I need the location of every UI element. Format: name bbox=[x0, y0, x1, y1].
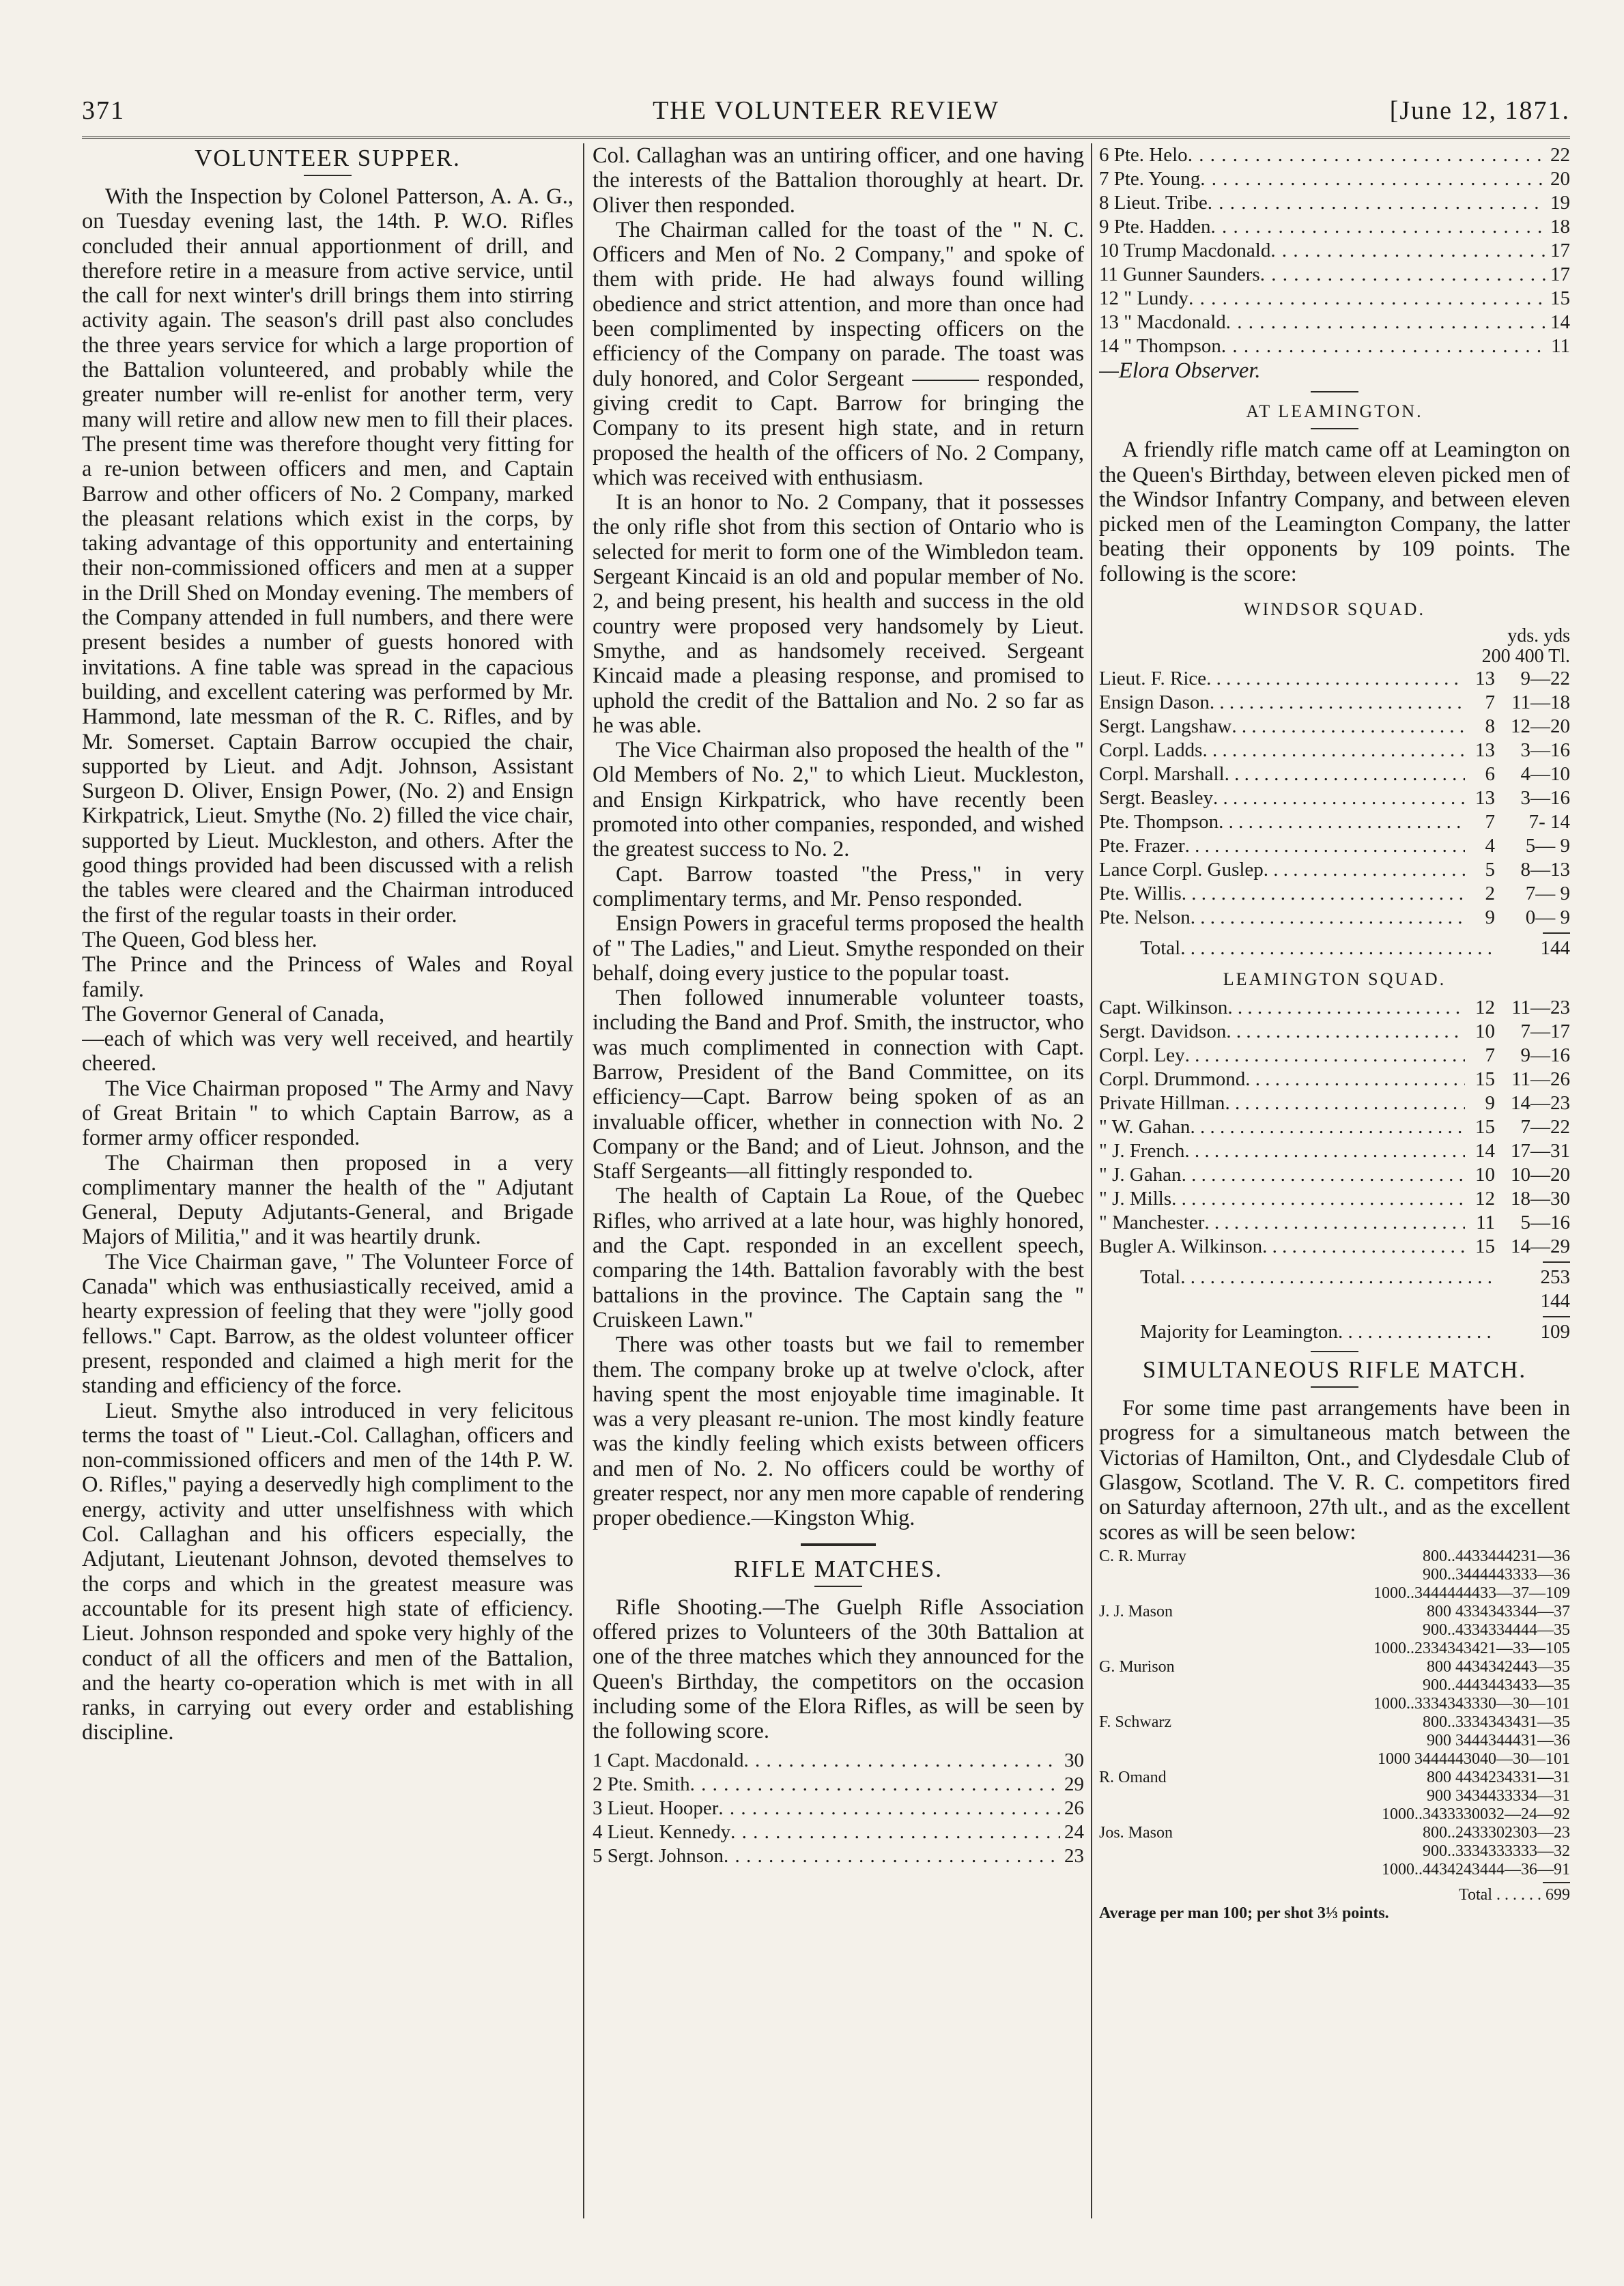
score-row: 2 Pte. Smith . . . 29 bbox=[593, 1773, 1084, 1797]
score-line: 800..3334343431—35 bbox=[1423, 1713, 1570, 1731]
heading-divider bbox=[814, 1586, 862, 1587]
toast-line: The Prince and the Princess of Wales and Royal family. bbox=[82, 952, 573, 1002]
competitor-name: J. J. Mason bbox=[1099, 1602, 1173, 1620]
competitor-name: R. Omand bbox=[1099, 1768, 1167, 1786]
paragraph: The health of Captain La Roue, of the Quebec Rifles, who arrived at a late hour, was highly honored, and the Capt. responded in an excellent speech, comparing the 14th. Battalion favorably with the best battalions in the province. The Captain sang the " Cruiskeen Lawn." bbox=[593, 1184, 1084, 1332]
heading-divider bbox=[1311, 428, 1358, 429]
score-list-continued bbox=[1099, 143, 1570, 358]
table-row: Sergt. Davidson . . . 10 7—17 bbox=[1099, 1020, 1570, 1044]
score-line: 1000..4434243444—36—91 bbox=[1382, 1860, 1570, 1878]
score-line: 800..4433444231—36 bbox=[1423, 1547, 1570, 1565]
total-rule bbox=[1543, 1261, 1570, 1263]
article-divider bbox=[1311, 1351, 1358, 1352]
total-rule bbox=[1543, 932, 1570, 934]
column-rule bbox=[1091, 143, 1092, 2218]
score-line: 900..4443443433—35 bbox=[1423, 1676, 1570, 1694]
heading-divider bbox=[304, 175, 352, 176]
score-row: 6 Pte. Helo . . . 22 bbox=[1099, 143, 1570, 167]
table-row: " J. Mills . . . 12 18—30 bbox=[1099, 1187, 1570, 1211]
score-list bbox=[593, 1749, 1084, 1868]
table-row: Sergt. Beasley . . . 13 3—16 bbox=[1099, 786, 1570, 810]
average-line: Average per man 100; per shot 3⅓ points. bbox=[1099, 1904, 1389, 1922]
score-row: 12 " Lundy . . . 15 bbox=[1099, 287, 1570, 311]
article-heading-supper: VOLUNTEER SUPPER. bbox=[195, 145, 461, 171]
score-line: 1000..3433330032—24—92 bbox=[1382, 1805, 1570, 1823]
score-row: 14 " Thompson . . . 11 bbox=[1099, 334, 1570, 358]
column-2 bbox=[593, 143, 1084, 2218]
score-line: 800 4334343344—37 bbox=[1427, 1602, 1570, 1620]
paragraph: The Chairman called for the toast of the " N. C. Officers and Men of No. 2 Company," and spoke of them with pride. He had always found willing obedience and strict attention, and more than once had been complimented by inspecting officers on the efficiency of the Company on parade. The toast was duly honored, and Color Sergeant ——— responded, giving credit to Capt. Barrow for bringing the Company to its present high state, and in return proposed the health of the officers of No. 2 Company, which was received with enthusiasm. bbox=[593, 217, 1084, 490]
score-row: 13 " Macdonald . . . 14 bbox=[1099, 311, 1570, 334]
score-line: 800 4434342443—35 bbox=[1427, 1657, 1570, 1676]
competitor-block bbox=[1099, 1547, 1570, 1603]
total-rule bbox=[1543, 1316, 1570, 1317]
leamington-total-row: Total . . . 253 bbox=[1099, 1266, 1570, 1289]
table-row: " W. Gahan . . . 15 7—22 bbox=[1099, 1115, 1570, 1139]
table-row: Lieut. F. Rice . . . 13 9—22 bbox=[1099, 667, 1570, 691]
paragraph: For some time past arrangements have been in progress for a simultaneous match between the Victorias of Hamilton, Ont., and Clydesdale Club of Glasgow, Scotland. The V. R. C. competitors fired on Saturday afternoon, 27th ult., and as the excellent scores as will be seen below: bbox=[1099, 1396, 1570, 1545]
leamington-score-table bbox=[1099, 996, 1570, 1259]
page-header bbox=[82, 96, 1570, 139]
score-line: 900 3444344431—36 bbox=[1427, 1731, 1570, 1749]
paragraph: Ensign Powers in graceful terms proposed the health of " The Ladies," and Lieut. Smythe responded on their behalf, doing every justice to the popular toast. bbox=[593, 911, 1084, 986]
article-heading-simultaneous: SIMULTANEOUS RIFLE MATCH. bbox=[1142, 1356, 1527, 1384]
subtract-row: 144 bbox=[1540, 1290, 1570, 1313]
score-row: 10 Trump Macdonald . . . 17 bbox=[1099, 239, 1570, 263]
windsor-score-table bbox=[1099, 667, 1570, 930]
table-row: Capt. Wilkinson . . . 12 11—23 bbox=[1099, 996, 1570, 1020]
table-row: Corpl. Ladds . . . 13 3—16 bbox=[1099, 739, 1570, 762]
column-3 bbox=[1099, 143, 1570, 2218]
table-row: Pte. Thompson . . . 7 7- 14 bbox=[1099, 810, 1570, 834]
competitor-block bbox=[1099, 1713, 1570, 1769]
score-line: 1000 3444443040—30—101 bbox=[1378, 1749, 1570, 1768]
table-row: Pte. Nelson . . . 9 0— 9 bbox=[1099, 906, 1570, 930]
table-row: Corpl. Marshall . . . 6 4—10 bbox=[1099, 762, 1570, 786]
table-row: " J. Gahan . . . 10 10—20 bbox=[1099, 1163, 1570, 1187]
column-1 bbox=[82, 143, 573, 2218]
paragraph: There was other toasts but we fail to remember them. The company broke up at twelve o'clock, after having spent the most enjoyable time imaginable. It was a very pleasant re-union. The most kindly feature was the kindly feeling which exists between officers and men of No. 2. No officers could be worthy of greater respect, nor any men more capable of rendering proper obedience.—Kingston Whig. bbox=[593, 1332, 1084, 1531]
competitor-block bbox=[1099, 1603, 1570, 1658]
score-line: 900..3334333333—32 bbox=[1423, 1842, 1570, 1860]
competitor-block bbox=[1099, 1769, 1570, 1824]
score-line: 800..2433302303—23 bbox=[1423, 1823, 1570, 1842]
article-divider bbox=[801, 1543, 876, 1546]
paragraph: Rifle Shooting.—The Guelph Rifle Association offered prizes to Volunteers of the 30th Battalion at one of the three matches which they announced for the Queen's Birthday, the competitors on the occasion including some of the Elora Rifles, as will be seen by the following score. bbox=[593, 1595, 1084, 1744]
score-line: 800 4434234331—31 bbox=[1427, 1768, 1570, 1786]
score-line: 900..4334334444—35 bbox=[1423, 1620, 1570, 1639]
windsor-total-row: Total . . . 144 bbox=[1099, 937, 1570, 960]
competitor-name: Jos. Mason bbox=[1099, 1823, 1173, 1842]
score-line: 1000..3334343330—30—101 bbox=[1373, 1694, 1570, 1713]
table-row: Pte. Frazer . . . 4 5— 9 bbox=[1099, 834, 1570, 858]
table-row: Corpl. Drummond . . . 15 11—26 bbox=[1099, 1068, 1570, 1091]
table-row: Bugler A. Wilkinson . . . 15 14—29 bbox=[1099, 1235, 1570, 1259]
score-row: 9 Pte. Hadden . . . 18 bbox=[1099, 215, 1570, 239]
article-heading-rifle-matches: RIFLE MATCHES. bbox=[733, 1555, 943, 1582]
paragraph: Lieut. Smythe also introduced in very felicitous terms the toast of " Lieut.-Col. Callaghan, officers and non-commissioned officers and men of the 14th P. W. O. Rifles," paying a deservedly high compliment to the energy, activity and utter unselfishness with which Col. Callaghan and his officers especially, the Adjutant, Lieutenant Johnson, devoted themselves to the corps and which in the greatest measure was accountable for its present high state of efficiency. Lieut. Johnson responded and spoke very highly of the conduct of all the officers and men of the Battalion, and the hearty co-operation which is met with in all ranks, in carrying out every order and establishing discipline. bbox=[82, 1398, 573, 1745]
paragraph: The Vice Chairman also proposed the health of the " Old Members of No. 2," to which Lieut. Muckleston, and Ensign Kirkpatrick, who have recently been promoted into other companies, responded, and wished the greatest success to No. 2. bbox=[593, 738, 1084, 862]
paragraph: The Vice Chairman proposed " The Army and Navy of Great Britain " to which Captain Barrow, as a former army officer responded. bbox=[82, 1076, 573, 1151]
page-number: 371 bbox=[82, 96, 125, 125]
paragraph: —each of which was very well received, and heartily cheered. bbox=[82, 1027, 573, 1076]
score-row: 1 Capt. Macdonald . . . 30 bbox=[593, 1749, 1084, 1773]
paragraph: The Chairman then proposed in a very complimentary manner the health of the " Adjutant General, Deputy Adjutants-General, and Brigade Majors of Militia," and it was heartily drunk. bbox=[82, 1150, 573, 1250]
publication-title: THE VOLUNTEER REVIEW bbox=[653, 96, 999, 125]
majority-row: Majority for Leamington . . . 109 bbox=[1099, 1320, 1570, 1344]
article-divider bbox=[1311, 391, 1358, 392]
table-row: Corpl. Ley . . . 7 9—16 bbox=[1099, 1044, 1570, 1068]
table-row: Pte. Willis . . . 2 7— 9 bbox=[1099, 882, 1570, 906]
paragraph: Then followed innumerable volunteer toasts, including the Band and Prof. Smith, the instructor, who was much complimented in connection with Capt. Barrow, President of the Band Committee, on its efficiency—Capt. Barrow being spoken of as an invaluable officer, whether in connection with No. 2 Company or the Band; and of Lieut. Johnson, and the Staff Sergeants—all fittingly responded to. bbox=[593, 986, 1084, 1184]
score-row: 3 Lieut. Hooper . . . 26 bbox=[593, 1797, 1084, 1820]
score-line: 900..3444443333—36 bbox=[1423, 1565, 1570, 1584]
total-rule bbox=[1543, 1882, 1570, 1883]
competitor-name: F. Schwarz bbox=[1099, 1713, 1172, 1731]
toast-line: The Governor General of Canada, bbox=[82, 1001, 385, 1027]
paragraph: A friendly rifle match came off at Leamington on the Queen's Birthday, between eleven picked men of the Windsor Infantry Company, and between eleven picked men of the Leamington Company, the latter beating their opponents by 109 points. The following is the score: bbox=[1099, 438, 1570, 586]
paragraph: Col. Callaghan was an untiring officer, and one having the interests of the Battalion thoroughly at heart. Dr. Oliver then responded. bbox=[593, 143, 1084, 218]
toast-line: The Queen, God bless her. bbox=[82, 927, 317, 952]
score-row: 7 Pte. Young . . . 20 bbox=[1099, 167, 1570, 191]
competitor-name: G. Murison bbox=[1099, 1657, 1175, 1676]
paragraph: It is an honor to No. 2 Company, that it possesses the only rifle shot from this section of Ontario who is selected for merit to form one of the Wimbledon team. Sergeant Kincaid is an old and popular member of No. 2, and being present, his health and success in the old country were proposed very handsomely by Lieut. Smythe, and as handsomely received. Sergeant Kincaid made a pleasing response, and promised to uphold the credit of the Battalion and No. 2 so far as he was able. bbox=[593, 490, 1084, 738]
table-row: Lance Corpl. Guslep . . . 5 8—13 bbox=[1099, 858, 1570, 882]
paragraph: With the Inspection by Colonel Patterson, A. A. G., on Tuesday evening last, the 14th. P. W.O. Rifles concluded their annual apportionment of drill, and therefore retire in a measure from active service, until the call for next winter's drill brings them into stirring activity again. The season's drill past also concludes the three years service for which a large proportion of the Battalion volunteered, and probably while the greater number will re-enlist for another term, very many will retire and allow new men to fill their places. The present time was therefore thought very fitting for a re-union between officers and men, and Captain Barrow and other officers of No. 2 Company, marked the pleasant relations which exist in the corps, by taking advantage of this opportunity and entertaining their non-commissioned officers and men at a supper in the Drill Shed on Monday evening. The members of the Company attended in full numbers, and there were present besides a number of guests honored with invitations. A fine table was spread in the capacious building, and excellent catering was performed by Mr. Hammond, late messman of the R. C. Rifles, and by Mr. Somerset. Captain Barrow occupied the chair, supported by Lieut. and Adjt. Johnson, Assistant Surgeon D. Oliver, Ensign Power, (No. 2) and Ensign Kirkpatrick, Lieut. Smythe (No. 2) filled the vice chair, supported by Lieut. Muckleston, and others. After the good things provided had been discussed with a relish the tables were cleared and the Chairman introduced the first of the regular toasts in their order. bbox=[82, 184, 573, 928]
competitor-name: C. R. Murray bbox=[1099, 1547, 1186, 1565]
paragraph: The Vice Chairman gave, " The Volunteer Force of Canada" which was enthusiastically received, amid a hearty expression of feeling that they were "jolly good fellows." Capt. Barrow, as the oldest volunteer officer present, responded and claimed a high merit for the standing and efficiency of the force. bbox=[82, 1249, 573, 1399]
competitor-block bbox=[1099, 1824, 1570, 1879]
issue-date: [June 12, 1871. bbox=[1389, 96, 1570, 125]
leamington-squad-heading: LEAMINGTON SQUAD. bbox=[1223, 969, 1447, 990]
match-score-table bbox=[1099, 1547, 1570, 1923]
table-row: Ensign Dason . . . 7 11—18 bbox=[1099, 691, 1570, 715]
score-row: 5 Sergt. Johnson . . . 23 bbox=[593, 1844, 1084, 1868]
score-line: 900 3434433334—31 bbox=[1427, 1786, 1570, 1805]
table-column-header: 200 400 Tl. bbox=[1481, 646, 1570, 668]
score-line: 1000..2334343421—33—105 bbox=[1373, 1639, 1570, 1657]
competitor-block bbox=[1099, 1658, 1570, 1713]
table-row: Private Hillman . . . 9 14—23 bbox=[1099, 1091, 1570, 1115]
table-column-header: yds. yds bbox=[1507, 625, 1570, 647]
table-row: " Manchester . . . 11 5—16 bbox=[1099, 1211, 1570, 1235]
match-total-row: Total . . . . . . 699 bbox=[1459, 1885, 1570, 1904]
score-line: 1000..3444444433—37—109 bbox=[1373, 1584, 1570, 1602]
windsor-squad-heading: WINDSOR SQUAD. bbox=[1244, 599, 1425, 620]
table-row: " J. French . . . 14 17—31 bbox=[1099, 1139, 1570, 1163]
heading-divider bbox=[1311, 1386, 1358, 1388]
table-row: Sergt. Langshaw . . . 8 12—20 bbox=[1099, 715, 1570, 739]
column-rule bbox=[583, 143, 584, 2218]
score-row: 11 Gunner Saunders . . . 17 bbox=[1099, 263, 1570, 287]
score-row: 4 Lieut. Kennedy . . . 24 bbox=[593, 1820, 1084, 1844]
article-heading-leamington: AT LEAMINGTON. bbox=[1246, 401, 1423, 422]
paragraph: Capt. Barrow toasted "the Press," in very complimentary terms, and Mr. Penso responded. bbox=[593, 861, 1084, 911]
source-credit: —Elora Observer. bbox=[1099, 358, 1261, 383]
score-row: 8 Lieut. Tribe . . . 19 bbox=[1099, 191, 1570, 215]
